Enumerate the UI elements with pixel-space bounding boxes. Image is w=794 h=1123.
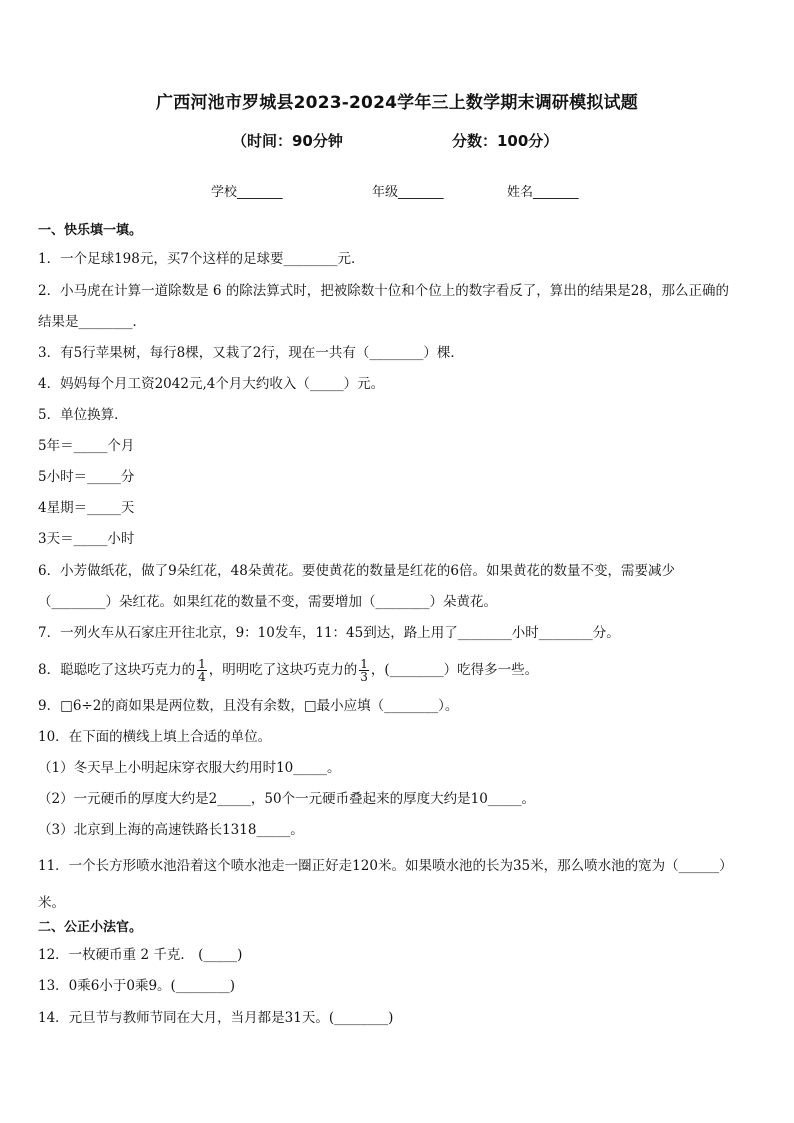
question-2-line-2: 结果是________． xyxy=(38,314,146,330)
section-heading-2: 二、公正小法官。 xyxy=(38,920,143,935)
fraction-one-quarter xyxy=(197,658,207,683)
page-title: 广西河池市罗城县2023-2024学年三上数学期末调研模拟试题 xyxy=(156,93,638,113)
question-9: 9．□6÷2的商如果是两位数，且没有余数，□最小应填（________）。 xyxy=(38,698,459,714)
question-5: 5．单位换算． xyxy=(38,407,128,423)
question-14: 14．元旦节与教师节同在大月，当月都是31天。(________) xyxy=(38,1010,394,1026)
question-3: 3．有5行苹果树，每行8棵，又栽了2行，现在一共有（________）棵． xyxy=(38,345,464,361)
question-8-text-middle: ，明明吃了这块巧克力的 xyxy=(208,662,358,678)
question-11-line-1: 11．一个长方形喷水池沿着这个喷水池走一圈正好走120米。如果喷水池的长为35米，那么喷水池的宽为（______） xyxy=(38,858,733,874)
question-11-line-2: 米。 xyxy=(38,895,65,911)
question-10-part-3: （3）北京到上海的高速铁路长1318_____。 xyxy=(38,822,304,838)
question-6-line-2: （________）朵红花。如果红花的数量不变，需要增加（________）朵黄花。 xyxy=(38,594,497,610)
fraction-one-third xyxy=(359,658,369,683)
question-8-text-end: ，(________）吃得多一些。 xyxy=(370,662,539,678)
name-field: 姓名_______ xyxy=(507,185,579,200)
question-12: 12．一枚硬币重 2 千克． (_____) xyxy=(38,947,243,963)
exam-time: （时间：90分钟 xyxy=(232,132,343,150)
question-10: 10．在下面的横线上填上合适的单位。 xyxy=(38,729,272,745)
question-5-part-a: 5年＝_____个月 xyxy=(38,438,135,454)
question-13: 13．0乘6小于0乘9。(________) xyxy=(38,978,236,994)
section-heading-1: 一、快乐填一填。 xyxy=(38,223,143,238)
exam-score: 分数：100分） xyxy=(452,132,559,150)
question-7: 7．一列火车从石家庄开往北京，9：10发车，11：45到达，路上用了________小时________分。 xyxy=(38,625,620,641)
question-6-line-1: 6．小芳做纸花，做了9朵红花，48朵黄花。要使黄花的数量是红花的6倍。如果黄花的数量不变，需要减少 xyxy=(38,563,675,579)
question-8-text-start: 8．聪聪吃了这块巧克力的 xyxy=(38,662,196,678)
question-5-part-d: 3天＝_____小时 xyxy=(38,531,135,547)
school-field: 学校_______ xyxy=(211,185,283,200)
question-5-part-b: 5小时＝_____分 xyxy=(38,469,135,485)
question-10-part-1: （1）冬天早上小明起床穿衣服大约用时10_____。 xyxy=(38,760,341,776)
fraction-numerator: 1 xyxy=(198,657,206,671)
question-1: 1．一个足球198元，买7个这样的足球要________元． xyxy=(38,251,365,267)
question-8 xyxy=(38,658,538,683)
fraction-denominator: 4 xyxy=(198,670,206,684)
fraction-denominator: 3 xyxy=(360,670,368,684)
fraction-numerator: 1 xyxy=(360,657,368,671)
question-10-part-2: （2）一元硬币的厚度大约是2_____，50个一元硬币叠起来的厚度大约是10_____。 xyxy=(38,791,536,807)
question-2-line-1: 2．小马虎在计算一道除数是 6 的除法算式时，把被除数十位和个位上的数字看反了，算出的结果是28，那么正确的 xyxy=(38,283,729,299)
question-4: 4．妈妈每个月工资2042元,4个月大约收入（_____）元。 xyxy=(38,376,385,392)
question-5-part-c: 4星期＝_____天 xyxy=(38,500,135,516)
grade-field: 年级_______ xyxy=(372,185,444,200)
